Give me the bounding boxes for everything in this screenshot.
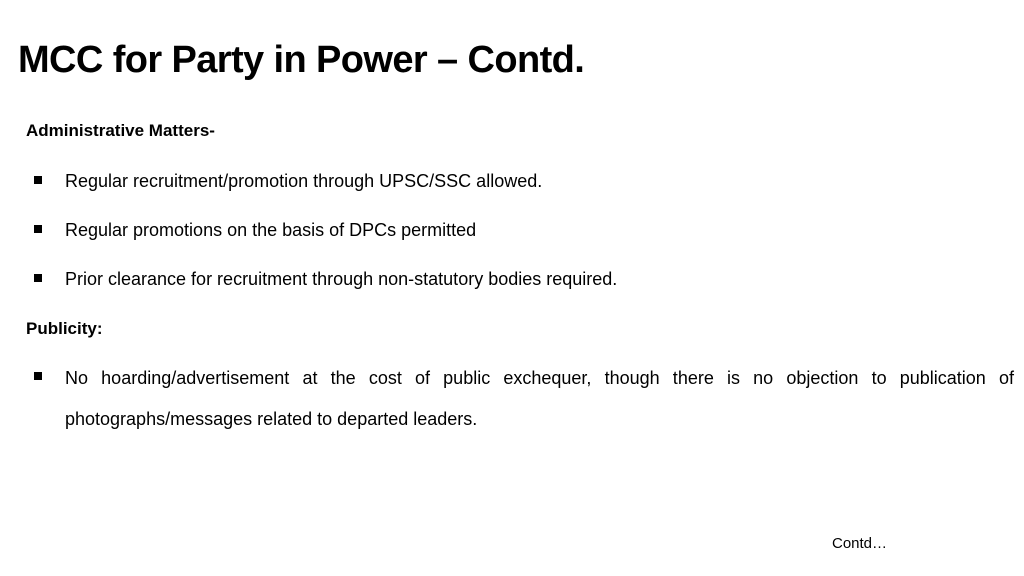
- bullet-item: [30, 268, 1014, 290]
- square-bullet-icon: [34, 225, 42, 233]
- bullet-text: Prior clearance for recruitment through non-statutory bodies required.: [65, 269, 618, 289]
- square-bullet-icon: [34, 176, 42, 184]
- square-bullet-icon: [34, 274, 42, 282]
- bullet-text: Regular promotions on the basis of DPCs permitted: [65, 220, 477, 240]
- bullet-item: [30, 170, 1014, 192]
- continued-note: Contd…: [832, 535, 888, 552]
- slide-title: MCC for Party in Power – Contd.: [18, 39, 585, 81]
- bullet-item: [30, 219, 1014, 241]
- bullet-text: No hoarding/advertisement at the cost of public exchequer, though there is no objection to publication of photographs/messages related to departed leaders.: [65, 368, 1014, 429]
- section-heading-administrative-matters: Administrative Matters-: [26, 121, 215, 140]
- section-heading-publicity: Publicity:: [26, 319, 103, 338]
- bullet-text: Regular recruitment/promotion through UPSC/SSC allowed.: [65, 171, 543, 191]
- bullet-item: [30, 358, 1014, 440]
- square-bullet-icon: [34, 372, 42, 380]
